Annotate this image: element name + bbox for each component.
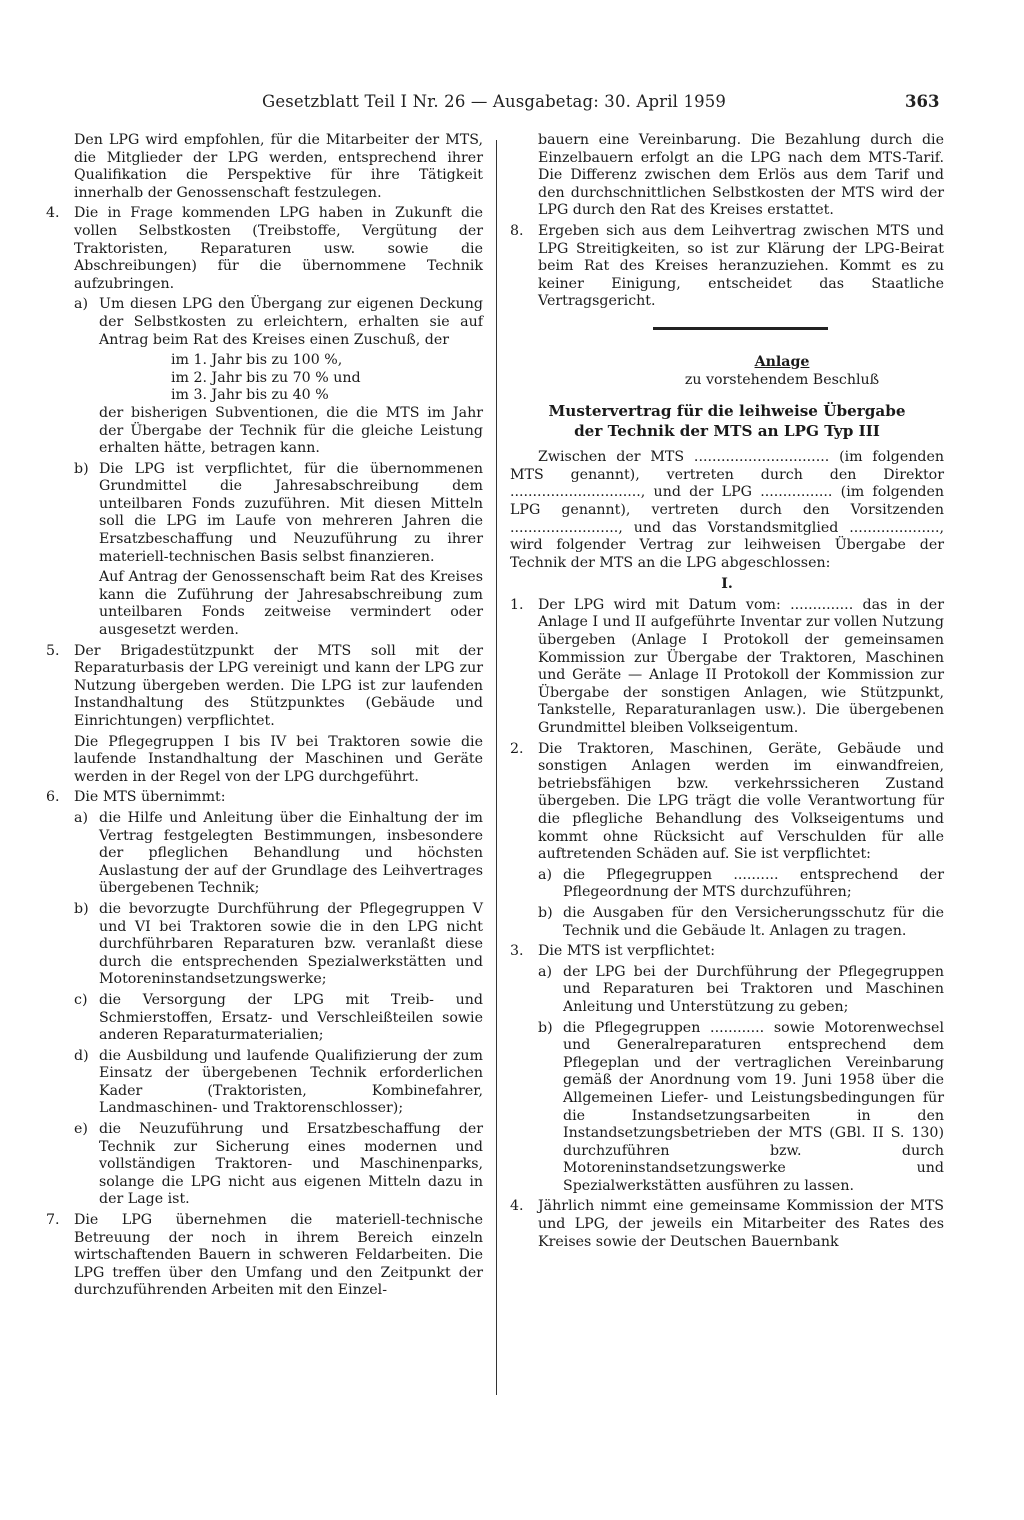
page-header <box>0 92 1024 118</box>
sub-item-6a <box>46 810 483 898</box>
sub-item-label: d) <box>74 1047 89 1064</box>
sub-item-4b <box>46 461 483 567</box>
sub-item-text: Die LPG ist verpflichtet, für die übernommenen Grundmittel die Jahresabschreibung dem unteilbaren Fonds zuzuführen. Mit diesen Mitteln soll die LPG im Laufe von mehreren Jahren die Ersatzbeschaffung und Neuzuführung zu ihrer materiell-technischen Basis selbst finanzieren. <box>99 460 483 565</box>
sub-item-label: a) <box>538 963 552 980</box>
contract-sub-item-3b <box>510 1020 944 1196</box>
appendix-title: Anlage <box>754 353 810 370</box>
sub-item-label: e) <box>74 1121 88 1138</box>
list-item-6 <box>46 789 483 807</box>
item-number: 3. <box>510 943 524 960</box>
item-text: Die in Frage kommenden LPG haben in Zukunft die vollen Selbstkosten (Treibstoffe, Vergütung der Traktoristen, Reparaturen usw. sowie die Abschreibungen) für die übernommene Technik aufzubringen. <box>74 205 483 292</box>
sub-item-label: a) <box>538 866 552 883</box>
item-number: 1. <box>510 596 524 613</box>
item-number: 4. <box>510 1198 524 1215</box>
sub-item-text: Um diesen LPG den Übergang zur eigenen Deckung der Selbstkosten zu erleichtern, erhalten sie auf Antrag beim Rat des Kreises einen Zuschuß, der <box>99 296 483 348</box>
section-heading-I: I. <box>721 576 733 593</box>
item-5-continuation: Die Pflegegruppen I bis IV bei Traktoren sowie die laufende Instandhaltung der Maschinen und Geräte werden in der Regel von der LPG durchgeführt. <box>74 733 483 785</box>
sub-item-label: a) <box>74 809 88 826</box>
item-text: Der LPG wird mit Datum vom: .............. das in der Anlage I und II aufgeführte Inventar zur vollen Nutzung übergeben (Anlage I Protokoll der gemeinsamen Kommission zur Übergabe der Traktoren, Maschinen und Geräte — Anlage II Protokoll der Kommission zur Übergabe der sonstigen Anlagen, wie Stützpunkt, Tankstelle, Reparaturanlagen usw.). Die übergebenen Grundmittel bleiben Volkseigentum. <box>538 596 944 737</box>
rate-year-1: im 1. Jahr bis zu 100 %, <box>171 352 343 369</box>
sub-item-text: die Ausgaben für den Versicherungsschutz für die Technik und die Gebäude lt. Anlagen zu tragen. <box>563 904 944 939</box>
item-text: Die MTS übernimmt: <box>74 789 226 806</box>
item-number: 7. <box>46 1212 60 1229</box>
sub-item-text: die Neuzuführung und Ersatzbeschaffung der Technik zur Sicherung eines modernen und vollständigen Traktoren- und Maschinenparks, solange die LPG nicht aus eigenen Mitteln dazu in der Lage ist. <box>99 1121 483 1208</box>
column-divider <box>496 140 497 1395</box>
sub-item-text: der LPG bei der Durchführung der Pflegegruppen und Reparaturen bei Traktoren und Maschinen Anleitung und Unterstützung zu geben; <box>563 963 944 1015</box>
page-number: 363 <box>905 92 940 111</box>
item-text: Ergeben sich aus dem Leihvertrag zwischen MTS und LPG Streitigkeiten, so ist zur Klärung der LPG-Beirat beim Rat des Kreises heranzuziehen. Kommt es zu keiner Einigung, entscheidet das Staatliche Vertragsgericht. <box>538 222 944 310</box>
intro-paragraph: Den LPG wird empfohlen, für die Mitarbeiter der MTS, die Mitglieder der LPG werden, entsprechend ihrer Qualifikation die Perspektive für ihre Tätigkeit innerhalb der Genossenschaft festzulegen. <box>74 132 483 201</box>
rate-year-2: im 2. Jahr bis zu 70 % und <box>171 369 361 386</box>
contract-sub-item-2b <box>510 905 944 940</box>
sub-item-label: b) <box>74 900 89 917</box>
sub-item-text: die Pflegegruppen .......... entsprechend der Pflegeordnung der MTS durchzuführen; <box>563 866 944 901</box>
item-text: Der Brigadestützpunkt der MTS soll mit der Reparaturbasis der LPG vereinigt und kann der LPG zur Nutzung übergeben werden. Die LPG ist zur laufenden Instandhaltung des Stützpunktes (Gebäude und Einrichtungen) verpflichtet. <box>74 642 483 729</box>
list-item-7 <box>46 1212 483 1300</box>
item-text: Die MTS ist verpflichtet: <box>538 943 716 960</box>
list-item-8 <box>510 223 944 311</box>
sub-item-text: die Hilfe und Anleitung über die Einhaltung der im Vertrag festgelegten Bestimmungen, insbesondere der pfleglichen Behandlung und höchsten Auslastung der auf der Grundlage des Leihvertrages übergebenen Technik; <box>99 809 483 897</box>
preamble-paragraph: Zwischen der MTS .............................. (im folgenden MTS genannt), vertreten durch den Direktor ............................., und der LPG ................ (im folgenden LPG genannt), vertreten durch den Vorsitzenden ........................, und das Vorstandsmitglied ...................., wird folgender Vertrag zur leihweisen Übergabe der Technik der MTS an die LPG abgeschlossen: <box>510 449 944 571</box>
item-number: 2. <box>510 740 524 757</box>
sub-item-6d <box>46 1048 483 1118</box>
item-text: Jährlich nimmt eine gemeinsame Kommission der MTS und LPG, der jeweils ein Mitarbeiter des Rates des Kreises sowie der Deutschen Bauernbank <box>538 1198 944 1250</box>
contract-item-2 <box>510 741 944 864</box>
contract-item-1 <box>510 597 944 738</box>
header-title: Gesetzblatt Teil I Nr. 26 — Ausgabetag: 30. April 1959 <box>262 92 727 111</box>
subsidy-rates <box>46 352 483 405</box>
sub-item-6e <box>46 1121 483 1209</box>
contract-item-3 <box>510 943 944 961</box>
contract-sub-item-2a <box>510 867 944 902</box>
sub-item-6c <box>46 992 483 1045</box>
sub-item-label: c) <box>74 991 88 1008</box>
contract-title-line-2: der Technik der MTS an LPG Typ III <box>574 422 880 441</box>
sub-item-4b-continuation: Auf Antrag der Genossenschaft beim Rat des Kreises kann die Zuführung der Jahresabschreibung zum unteilbaren Fonds zeitweise vermindert oder ausgesetzt werden. <box>99 569 483 639</box>
item-7-continuation: bauern eine Vereinbarung. Die Bezahlung durch die Einzelbauern erfolgt an die LPG nach dem MTS-Tarif. Die Differenz zwischen dem Erlös aus dem Tarif und den durchschnittlichen Selbstkosten der MTS wird der LPG durch den Rat des Kreises erstattet. <box>538 132 944 219</box>
list-item-4 <box>46 205 483 293</box>
sub-item-6b <box>46 901 483 989</box>
contract-title-line-1: Mustervertrag für die leihweise Übergabe <box>548 402 906 421</box>
sub-item-text: die Versorgung der LPG mit Treib- und Schmierstoffen, Ersatz- und Verschleißteilen sowie anderen Reparaturmaterialien; <box>99 991 483 1044</box>
sub-item-label: b) <box>538 904 553 921</box>
sub-item-label: a) <box>74 296 88 313</box>
contract-sub-item-3a <box>510 964 944 1017</box>
item-number: 8. <box>510 222 524 239</box>
list-item-5 <box>46 643 483 731</box>
item-text: Die Traktoren, Maschinen, Geräte, Gebäude und sonstigen Anlagen werden im einwandfreien, betriebsfähigen bzw. verkehrssicheren Zustand übergeben. Die LPG trägt die volle Verantwortung für die pflegliche Behandlung des Volkseigentums und kommt ohne Rücksicht auf Verschulden für alle auftretenden Schäden auf. Sie ist verpflichtet: <box>538 740 944 863</box>
rate-year-3: im 3. Jahr bis zu 40 % <box>171 387 329 404</box>
item-number: 4. <box>46 205 60 222</box>
sub-item-4a-continuation: der bisherigen Subventionen, die die MTS im Jahr der Übergabe der Technik für die gleiche Leistung erhalten hätte, betragen kann. <box>99 404 483 457</box>
item-number: 6. <box>46 789 60 806</box>
item-number: 5. <box>46 642 60 659</box>
appendix-subtitle: zu vorstehendem Beschluß <box>684 371 880 388</box>
contract-title <box>510 401 944 441</box>
contract-item-4 <box>510 1198 944 1251</box>
sub-item-label: b) <box>74 460 89 477</box>
sub-item-text: die Pflegegruppen ............ sowie Motorenwechsel und Generalreparaturen entsprechend dem Pflegeplan und der vertraglichen Vereinbarung gemäß der Anordnung vom 19. Juni 1958 über die Allgemeinen Liefer- und Leistungsbedingungen für die Instandsetzungsarbeiten in den Instandsetzungsbetrieben der MTS (GBl. II S. 130) durchzuführen bzw. durch Motoreninstandsetzungswerke und Spezialwerkstätten ausführen zu lassen. <box>563 1019 944 1194</box>
left-column <box>46 132 483 1303</box>
sub-item-text: die Ausbildung und laufende Qualifizierung der zum Einsatz der übergebenen Technik erforderlichen Kader (Traktoristen, Kombinefahrer, Landmaschinen- und Traktorenschlosser); <box>99 1047 483 1117</box>
sub-item-label: b) <box>538 1019 553 1036</box>
item-text: Die LPG übernehmen die materiell-technische Betreuung der noch in ihrem Bereich einzeln wirtschaftenden Bauern in schweren Feldarbeiten. Die LPG treffen über den Umfang und den Zeitpunkt der durchzuführenden Arbeiten mit den Einzel- <box>74 1212 483 1299</box>
right-column <box>510 132 944 1254</box>
sub-item-text: die bevorzugte Durchführung der Pflegegruppen V und VI bei Traktoren sowie die in den LPG nicht durchführbaren Reparaturen bzw. veranlaßt diese durch die entsprechenden Spezialwerkstätten und Motoreninstandsetzungswerke; <box>99 900 483 988</box>
sub-item-4a <box>46 296 483 349</box>
section-rule <box>653 327 828 330</box>
